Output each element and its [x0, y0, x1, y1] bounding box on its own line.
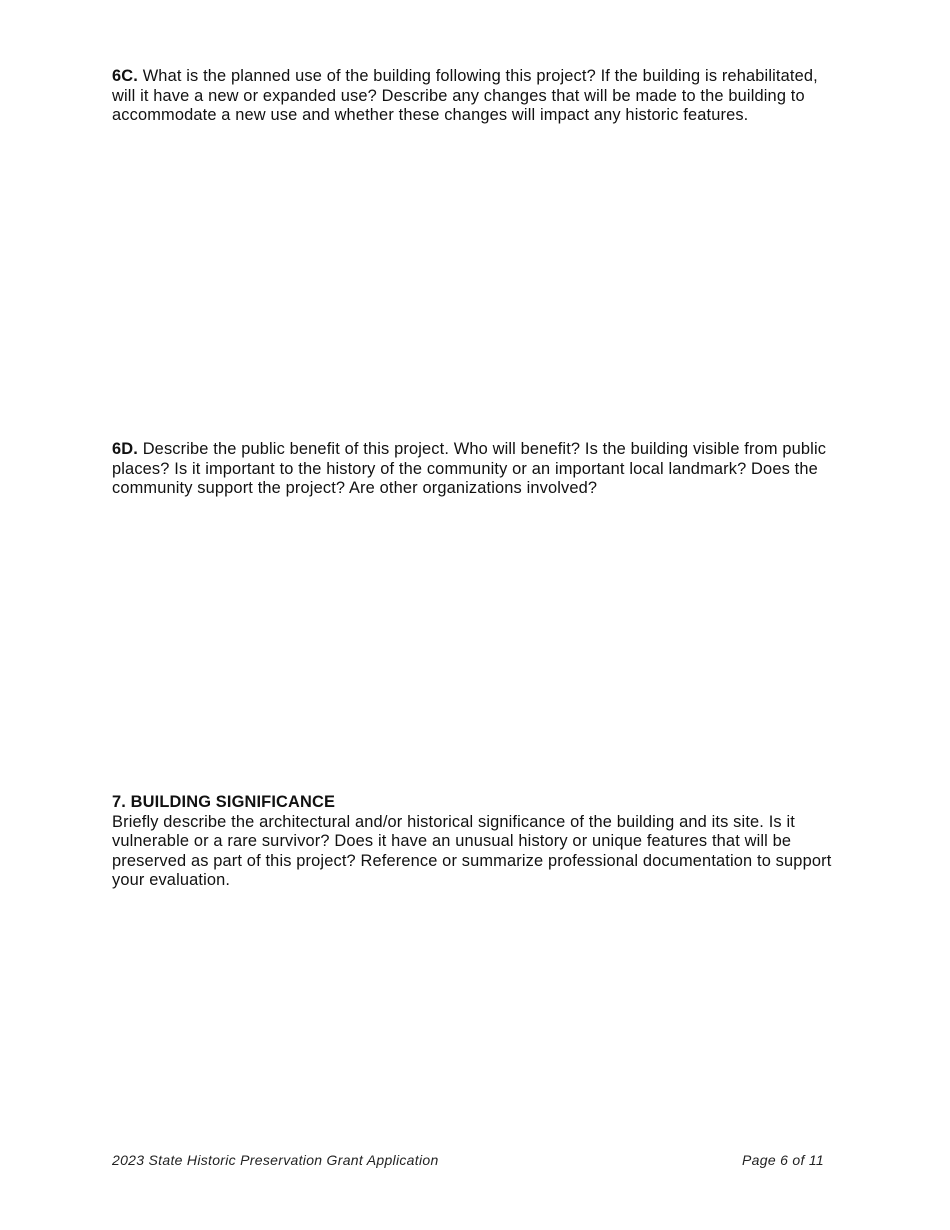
question-6d-label: 6D. [112, 440, 138, 458]
footer-title: 2023 State Historic Preservation Grant Application [112, 1152, 439, 1168]
question-6d-text: Describe the public benefit of this project. Who will benefit? Is the building visible from public places? Is it important to the history of the community or an important local landmark? Does the community support the project? Are other organizations involved? [112, 440, 827, 498]
question-6d [112, 440, 842, 499]
section-7-heading: 7. BUILDING SIGNIFICANCE [112, 793, 336, 811]
footer-page-number: Page 6 of 11 [742, 1152, 824, 1168]
question-6c [112, 67, 842, 126]
question-6c-text: What is the planned use of the building following this project? If the building is rehabilitated, will it have a new or expanded use? Describe any changes that will be made to the building to accommodate a new use and whether these changes will impact any historic features. [112, 67, 818, 125]
question-6c-label: 6C. [112, 67, 138, 85]
section-7-building-significance [112, 793, 842, 891]
section-7-text: Briefly describe the architectural and/or historical significance of the building and its site. Is it vulnerable or a rare survivor? Does it have an unusual history or unique features that will be preserved as part of this project? Reference or summarize professional documentation to support your evaluation. [112, 812, 832, 890]
